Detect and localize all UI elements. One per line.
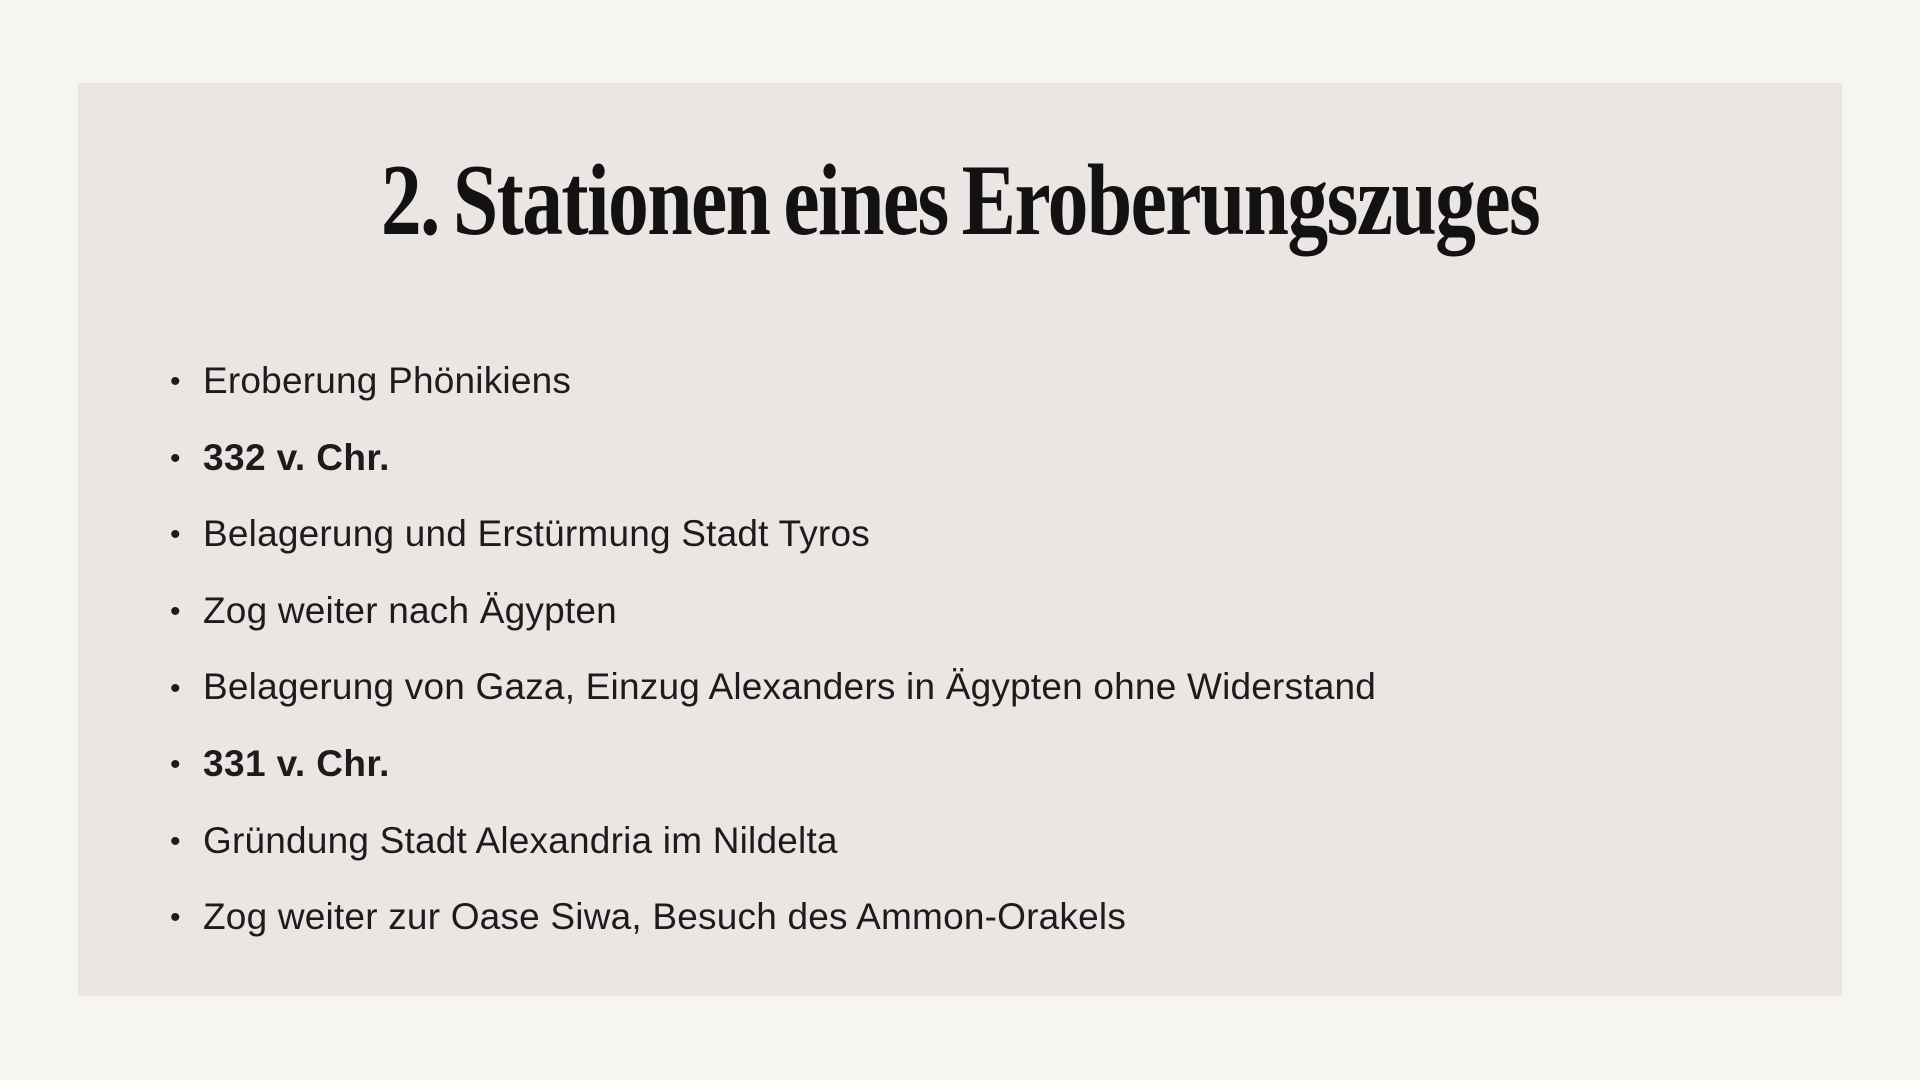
bullet-icon: • (170, 901, 181, 935)
list-item-text: 331 v. Chr. (203, 743, 390, 785)
list-item-text: Belagerung und Erstürmung Stadt Tyros (203, 513, 870, 555)
presentation-slide (78, 83, 1842, 996)
list-item (170, 803, 1770, 880)
list-item (170, 343, 1770, 420)
list-item-text: Eroberung Phönikiens (203, 360, 572, 402)
bullet-icon: • (170, 518, 181, 552)
bullet-icon: • (170, 441, 181, 475)
list-item (170, 649, 1770, 726)
list-item-text: Zog weiter nach Ägypten (203, 589, 617, 631)
list-item-text: Gründung Stadt Alexandria im Nildelta (203, 819, 838, 861)
list-item (170, 573, 1770, 650)
bullet-icon: • (170, 365, 181, 399)
list-item (170, 496, 1770, 573)
bullet-icon: • (170, 824, 181, 858)
bullet-icon: • (170, 748, 181, 782)
list-item (170, 420, 1770, 497)
list-item-text: 332 v. Chr. (203, 436, 390, 478)
list-item (170, 726, 1770, 803)
list-item-text: Zog weiter zur Oase Siwa, Besuch des Ammon-Orakels (203, 896, 1127, 938)
slide-title: 2. Stationen eines Eroberungszuges (380, 144, 1540, 257)
bullet-icon: • (170, 671, 181, 705)
list-item (170, 879, 1770, 956)
bullet-list (170, 343, 1770, 956)
list-item-text: Belagerung von Gaza, Einzug Alexanders in Ägypten ohne Widerstand (203, 666, 1377, 708)
bullet-icon: • (170, 595, 181, 629)
